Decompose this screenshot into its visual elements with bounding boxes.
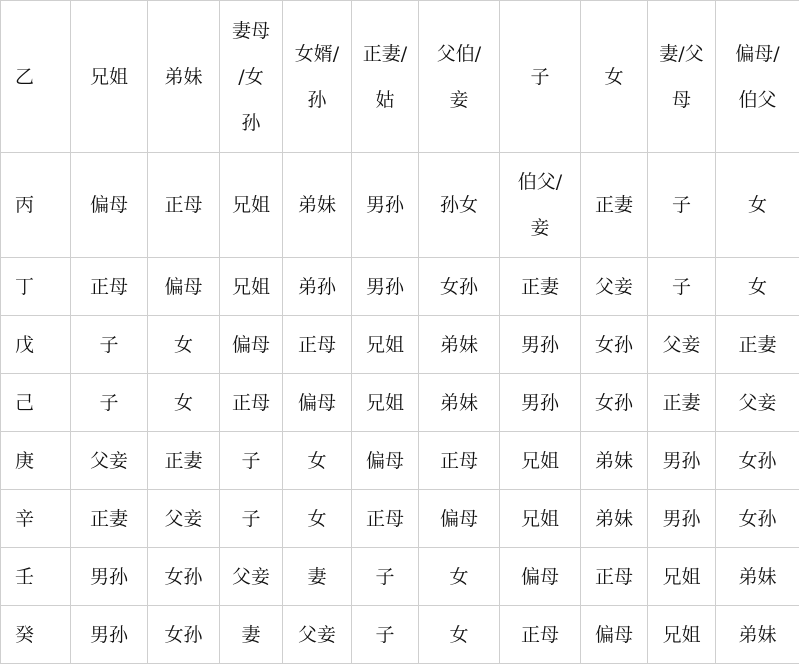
table-cell: 正母: [220, 374, 283, 432]
table-cell: 男孙: [500, 374, 581, 432]
table-cell: 子: [220, 432, 283, 490]
table-cell: 兄姐: [648, 606, 716, 664]
table-cell: 正妻: [716, 316, 799, 374]
table-cell: 女: [419, 548, 500, 606]
stem-cell: 戊: [1, 316, 71, 374]
table-cell: 子: [71, 374, 148, 432]
table-cell: 子: [648, 153, 716, 258]
table-cell: 兄姐: [500, 490, 581, 548]
table-cell: 子: [352, 606, 419, 664]
stem-cell: 乙: [1, 1, 71, 153]
table-cell: 正妻: [500, 258, 581, 316]
table-cell: 女: [148, 316, 220, 374]
table-cell: 弟妹: [419, 316, 500, 374]
table-cell: 兄姐: [352, 374, 419, 432]
table-cell: 父妾: [581, 258, 648, 316]
stem-cell: 丙: [1, 153, 71, 258]
table-cell: 女孙: [716, 490, 799, 548]
table-cell: 子: [500, 1, 581, 153]
table-cell: 男孙: [71, 606, 148, 664]
table-cell: 父伯/ 妾: [419, 1, 500, 153]
table-cell: 正妻/ 姑: [352, 1, 419, 153]
table-cell: 男孙: [352, 258, 419, 316]
table-cell: 女孙: [148, 548, 220, 606]
table-cell: 偏母: [148, 258, 220, 316]
table-row: [1, 548, 799, 606]
table-cell: 正母: [148, 153, 220, 258]
table-cell: 妻母 /女 孙: [220, 1, 283, 153]
table-cell: 正妻: [581, 153, 648, 258]
table-cell: 兄姐: [220, 258, 283, 316]
table-cell: 兄姐: [500, 432, 581, 490]
table-cell: 父妾: [148, 490, 220, 548]
table-row: [1, 316, 799, 374]
table-cell: 正母: [419, 432, 500, 490]
table-cell: 女孙: [581, 316, 648, 374]
table-row: [1, 432, 799, 490]
table-cell: 父妾: [283, 606, 352, 664]
stem-cell: 己: [1, 374, 71, 432]
table-cell: 子: [648, 258, 716, 316]
table-cell: 子: [352, 548, 419, 606]
table-row: [1, 374, 799, 432]
table-cell: 父妾: [716, 374, 799, 432]
table-cell: 兄姐: [71, 1, 148, 153]
table-cell: 父妾: [648, 316, 716, 374]
table-cell: 女: [716, 258, 799, 316]
table-cell: 伯父/ 妾: [500, 153, 581, 258]
table-cell: 女孙: [419, 258, 500, 316]
table-cell: 子: [220, 490, 283, 548]
table-cell: 正母: [352, 490, 419, 548]
table-cell: 弟妹: [581, 490, 648, 548]
stem-cell: 庚: [1, 432, 71, 490]
table-cell: 兄姐: [352, 316, 419, 374]
table-cell: 女: [283, 490, 352, 548]
table-row: [1, 258, 799, 316]
table-cell: 弟妹: [148, 1, 220, 153]
table-cell: 偏母: [419, 490, 500, 548]
table-cell: 弟妹: [716, 606, 799, 664]
table-cell: 女: [419, 606, 500, 664]
table-cell: 妻: [220, 606, 283, 664]
table-cell: 妻: [283, 548, 352, 606]
table-cell: 父妾: [220, 548, 283, 606]
stem-cell: 癸: [1, 606, 71, 664]
table-cell: 子: [71, 316, 148, 374]
table-cell: 正母: [581, 548, 648, 606]
table-cell: 弟妹: [419, 374, 500, 432]
table-cell: 女孙: [716, 432, 799, 490]
table-cell: 正妻: [648, 374, 716, 432]
table-row: [1, 1, 799, 153]
table-cell: 妻/父 母: [648, 1, 716, 153]
table-cell: 正妻: [148, 432, 220, 490]
table-cell: 偏母: [71, 153, 148, 258]
table-cell: 弟孙: [283, 258, 352, 316]
table-cell: 弟妹: [716, 548, 799, 606]
table-cell: 女: [716, 153, 799, 258]
table-cell: 女孙: [148, 606, 220, 664]
table-row: [1, 606, 799, 664]
table-cell: 弟妹: [581, 432, 648, 490]
table-cell: 偏母: [581, 606, 648, 664]
table-cell: 女: [581, 1, 648, 153]
table-cell: 男孙: [648, 490, 716, 548]
table-cell: 正母: [500, 606, 581, 664]
table-row: [1, 153, 799, 258]
stem-cell: 壬: [1, 548, 71, 606]
table-row: [1, 490, 799, 548]
table-cell: 正妻: [71, 490, 148, 548]
table-cell: 男孙: [352, 153, 419, 258]
table-cell: 孙女: [419, 153, 500, 258]
table-cell: 男孙: [648, 432, 716, 490]
table-cell: 男孙: [71, 548, 148, 606]
table-cell: 兄姐: [648, 548, 716, 606]
table-cell: 正母: [283, 316, 352, 374]
stem-cell: 丁: [1, 258, 71, 316]
table-cell: 女: [283, 432, 352, 490]
stem-cell: 辛: [1, 490, 71, 548]
table-cell: 偏母/ 伯父: [716, 1, 799, 153]
table-cell: 女: [148, 374, 220, 432]
table-cell: 女孙: [581, 374, 648, 432]
table-cell: 弟妹: [283, 153, 352, 258]
table-cell: 正母: [71, 258, 148, 316]
table-cell: 偏母: [352, 432, 419, 490]
table-cell: 偏母: [283, 374, 352, 432]
table-cell: 男孙: [500, 316, 581, 374]
table-cell: 兄姐: [220, 153, 283, 258]
table-cell: 女婿/ 孙: [283, 1, 352, 153]
table-cell: 偏母: [500, 548, 581, 606]
table-cell: 偏母: [220, 316, 283, 374]
table-cell: 父妾: [71, 432, 148, 490]
